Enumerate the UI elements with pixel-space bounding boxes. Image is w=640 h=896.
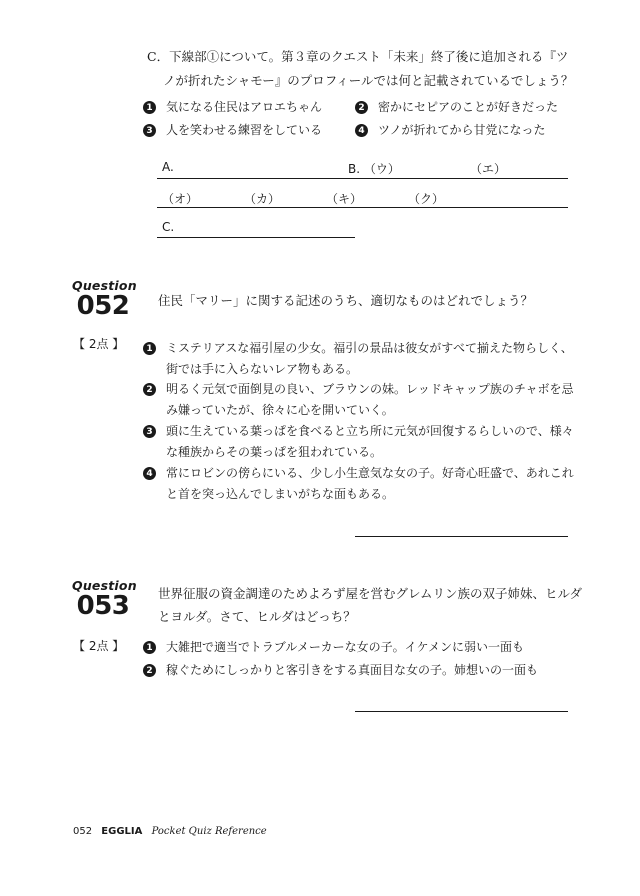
- footer-title: EGGLIA: [101, 826, 143, 837]
- page-footer: [73, 826, 267, 837]
- choice-text: 密かにセピアのことが好きだった: [378, 100, 559, 114]
- choice-text: 頭に生えている葉っぱを食べると立ち所に元気が回復するらしいので、様々: [166, 424, 574, 438]
- answer-line[interactable]: [157, 178, 568, 179]
- answer-line[interactable]: [355, 536, 568, 537]
- answer-line[interactable]: [157, 237, 355, 238]
- choice-text: 常にロビンの傍らにいる、少し小生意気な女の子。好奇心旺盛で、あれこれ: [166, 466, 574, 480]
- question-number: 052: [76, 291, 130, 321]
- choice-4[interactable]: [355, 120, 546, 141]
- answer-label-ki: （キ）: [326, 192, 363, 206]
- answer-label-a: A.: [162, 160, 174, 174]
- answer-label-ku: （ク）: [408, 192, 445, 206]
- question-prompt: とヨルダ。さて、ヒルダはどっち？: [158, 609, 356, 624]
- footer-subtitle: Pocket Quiz Reference: [151, 826, 267, 837]
- number-2-icon: 2: [143, 383, 156, 396]
- choice-text: 明るく元気で面倒見の良い、ブラウンの妹。レッドキャップ族のチャボを忌: [166, 382, 574, 396]
- choice-text: ミステリアスな福引屋の少女。福引の景品は彼女がすべて揃えた物らしく、: [166, 341, 573, 355]
- answer-label-c: C.: [162, 220, 175, 234]
- choice-3[interactable]: [143, 120, 322, 141]
- choice-1[interactable]: [143, 97, 322, 118]
- number-1-icon: 1: [143, 342, 156, 355]
- page-number: 052: [73, 826, 93, 837]
- question-text-line: ノが折れたシャモー』のプロフィールでは何と記載されているでしょう？: [163, 73, 574, 88]
- choice-4[interactable]: [143, 463, 574, 505]
- choice-text: 街では手に入らないレア物もある。: [166, 362, 359, 376]
- choice-1[interactable]: [143, 637, 524, 658]
- points-label: 【 2点 】: [73, 639, 125, 653]
- choice-2[interactable]: [355, 97, 558, 118]
- number-2-icon: 2: [143, 664, 156, 677]
- number-4-icon: 4: [355, 124, 368, 137]
- choice-text: 稼ぐためにしっかりと客引きをする真面目な女の子。姉想いの一面も: [166, 663, 539, 677]
- answer-label-o: （オ）: [162, 192, 199, 206]
- answer-line[interactable]: [157, 207, 568, 208]
- choice-text: み嫌っていたが、徐々に心を開いていく。: [166, 403, 394, 417]
- number-3-icon: 3: [143, 425, 156, 438]
- question-badge: [72, 278, 137, 321]
- choice-3[interactable]: [143, 421, 574, 463]
- question-word: Question: [72, 278, 137, 293]
- question-word: Question: [72, 578, 137, 593]
- question-text-line: C．下線部①について。第３章のクエスト「未来」終了後に追加される『ツ: [147, 49, 569, 64]
- question-prompt: 住民「マリー」に関する記述のうち、適切なものはどれでしょう？: [158, 293, 534, 308]
- choice-text: と首を突っ込んでしまいがちな面もある。: [166, 487, 395, 501]
- number-2-icon: 2: [355, 101, 368, 114]
- answer-label-e: （エ）: [470, 162, 507, 176]
- answer-label-ka: （カ）: [244, 192, 281, 206]
- choice-text: ツノが折れてから甘党になった: [378, 123, 546, 137]
- choice-text: 気になる住民はアロエちゃん: [166, 100, 323, 114]
- choice-text: 人を笑わせる練習をしている: [166, 123, 323, 137]
- number-3-icon: 3: [143, 124, 156, 137]
- points-label: 【 2点 】: [73, 337, 125, 351]
- answer-line[interactable]: [355, 711, 568, 712]
- answer-label-b: B. （ウ）: [348, 162, 400, 176]
- question-badge: [72, 578, 137, 621]
- question-number: 053: [76, 591, 130, 621]
- number-1-icon: 1: [143, 101, 156, 114]
- choice-text: な種族からその葉っぱを狙われている。: [166, 445, 383, 459]
- choice-1[interactable]: [143, 338, 573, 380]
- choice-2[interactable]: [143, 379, 574, 421]
- choice-text: 大雑把で適当でトラブルメーカーな女の子。イケメンに弱い一面も: [166, 640, 524, 654]
- choice-2[interactable]: [143, 660, 538, 681]
- number-4-icon: 4: [143, 467, 156, 480]
- question-prompt: 世界征服の資金調達のためよろず屋を営むグレムリン族の双子姉妹、ヒルダ: [158, 586, 583, 601]
- number-1-icon: 1: [143, 641, 156, 654]
